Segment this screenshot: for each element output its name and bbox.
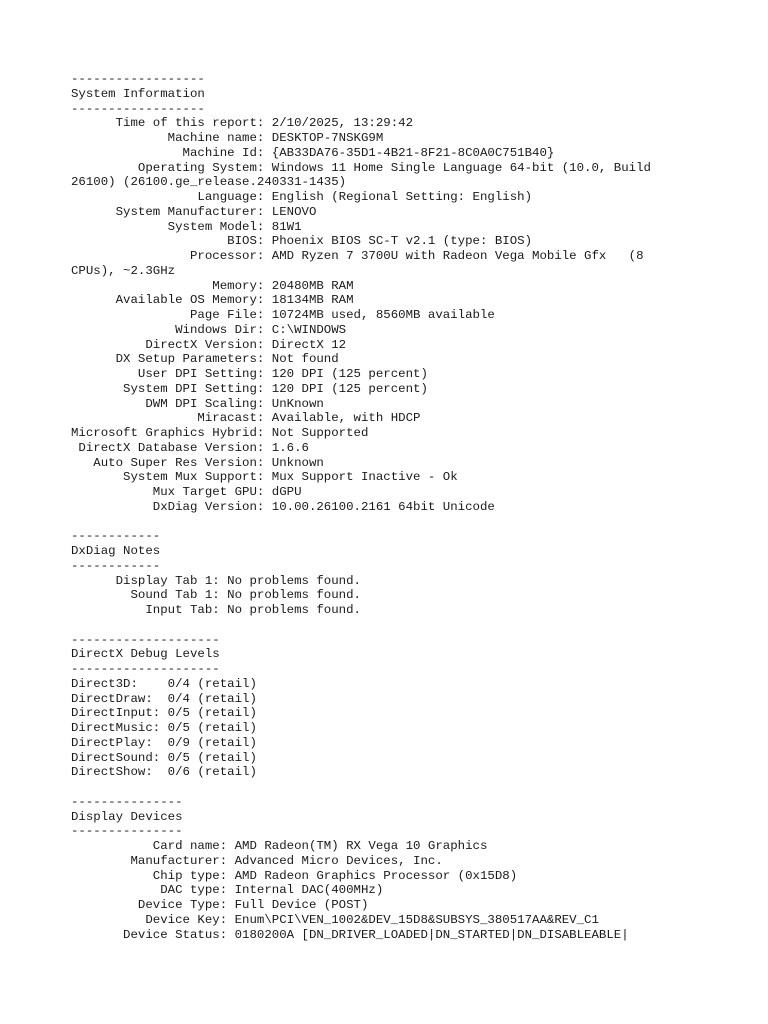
report-line: DirectX Version: DirectX 12 [71,337,347,352]
section-rule: --------------- [71,794,183,809]
report-line: DAC type: Internal DAC(400MHz) [71,883,384,898]
report-line: Input Tab: No problems found. [71,603,361,617]
report-line: Device Type: Full Device (POST) [71,898,369,912]
report-line: DirectX Database Version: 1.6.6 [71,440,309,455]
report-line: Memory: 20480MB RAM [71,278,354,293]
report-line: Time of this report: 2/10/2025, 13:29:42 [71,116,414,131]
blank-line [71,618,691,633]
report-line: Windows Dir: C:\WINDOWS [71,322,347,337]
report-line: BIOS: Phoenix BIOS SC-T v2.1 (type: BIOS) [71,234,533,249]
report-line: DirectSound: 0/5 (retail) [71,750,257,765]
report-line: DirectDraw: 0/4 (retail) [71,691,257,706]
report-line: Miracast: Available, with HDCP [71,411,421,426]
report-line: Sound Tab 1: No problems found. [71,588,361,603]
report-section [71,529,691,618]
report-line: Device Status: 0180200A [DN_DRIVER_LOADED|DN_STARTED|DN_DISABLEABLE| [71,927,629,942]
section-rule: ------------------ [71,72,205,86]
report-line: DirectPlay: 0/9 (retail) [71,735,257,750]
report-line: Chip type: AMD Radeon Graphics Processor (0x15D8) [71,868,518,883]
report-line: DirectShow: 0/6 (retail) [71,765,257,780]
report-line: System Mux Support: Mux Support Inactive - Ok [71,470,458,485]
report-line: DWM DPI Scaling: UnKnown [71,396,324,411]
section-title: DxDiag Notes [71,544,161,558]
report-line: DxDiag Version: 10.00.26100.2161 64bit Unicode [71,499,495,514]
report-line: Language: English (Regional Setting: English) [71,190,533,204]
section-rule: ------------ [71,529,161,544]
report-line: Display Tab 1: No problems found. [71,573,361,588]
report-line: Auto Super Res Version: Unknown [71,455,324,470]
report-section [71,633,691,781]
section-rule: -------------------- [71,662,220,676]
report-line: Processor: AMD Ryzen 7 3700U with Radeon Vega Mobile Gfx (8 [71,249,644,263]
dxdiag-report-page [71,72,691,942]
report-line: Page File: 10724MB used, 8560MB available [71,308,495,322]
section-title: Display Devices [71,809,183,824]
report-line: System Manufacturer: LENOVO [71,204,317,219]
report-section [71,72,691,515]
report-line: Available OS Memory: 18134MB RAM [71,293,354,308]
section-rule: ------------ [71,558,161,573]
report-line: Card name: AMD Radeon(TM) RX Vega 10 Graphics [71,839,488,853]
report-line: CPUs), ~2.3GHz [71,263,176,278]
report-line: DirectMusic: 0/5 (retail) [71,721,257,735]
report-line: DX Setup Parameters: Not found [71,352,339,367]
section-rule: ------------------ [71,101,205,116]
report-line: Operating System: Windows 11 Home Single Language 64-bit (10.0, Build [71,160,651,175]
report-line: Mux Target GPU: dGPU [71,485,302,499]
report-line: Machine name: DESKTOP-7NSKG9M [71,131,384,145]
report-line: DirectInput: 0/5 (retail) [71,706,257,721]
blank-line [71,780,691,795]
section-title: DirectX Debug Levels [71,647,220,662]
report-line: Device Key: Enum\PCI\VEN_1002&DEV_15D8&SUBSYS_380517AA&REV_C1 [71,912,599,927]
section-rule: --------------- [71,824,183,839]
report-section [71,795,691,943]
section-rule: -------------------- [71,632,220,647]
report-line: Manufacturer: Advanced Micro Devices, Inc. [71,853,443,868]
report-line: System DPI Setting: 120 DPI (125 percent) [71,381,428,396]
report-line: User DPI Setting: 120 DPI (125 percent) [71,367,428,381]
blank-line [71,515,691,530]
section-title: System Information [71,86,205,101]
report-line: Direct3D: 0/4 (retail) [71,676,257,691]
report-line: Microsoft Graphics Hybrid: Not Supported [71,426,369,440]
report-line: System Model: 81W1 [71,219,302,234]
report-line: 26100) (26100.ge_release.240331-1435) [71,175,347,190]
report-line: Machine Id: {AB33DA76-35D1-4B21-8F21-8C0A0C751B40} [71,145,555,160]
